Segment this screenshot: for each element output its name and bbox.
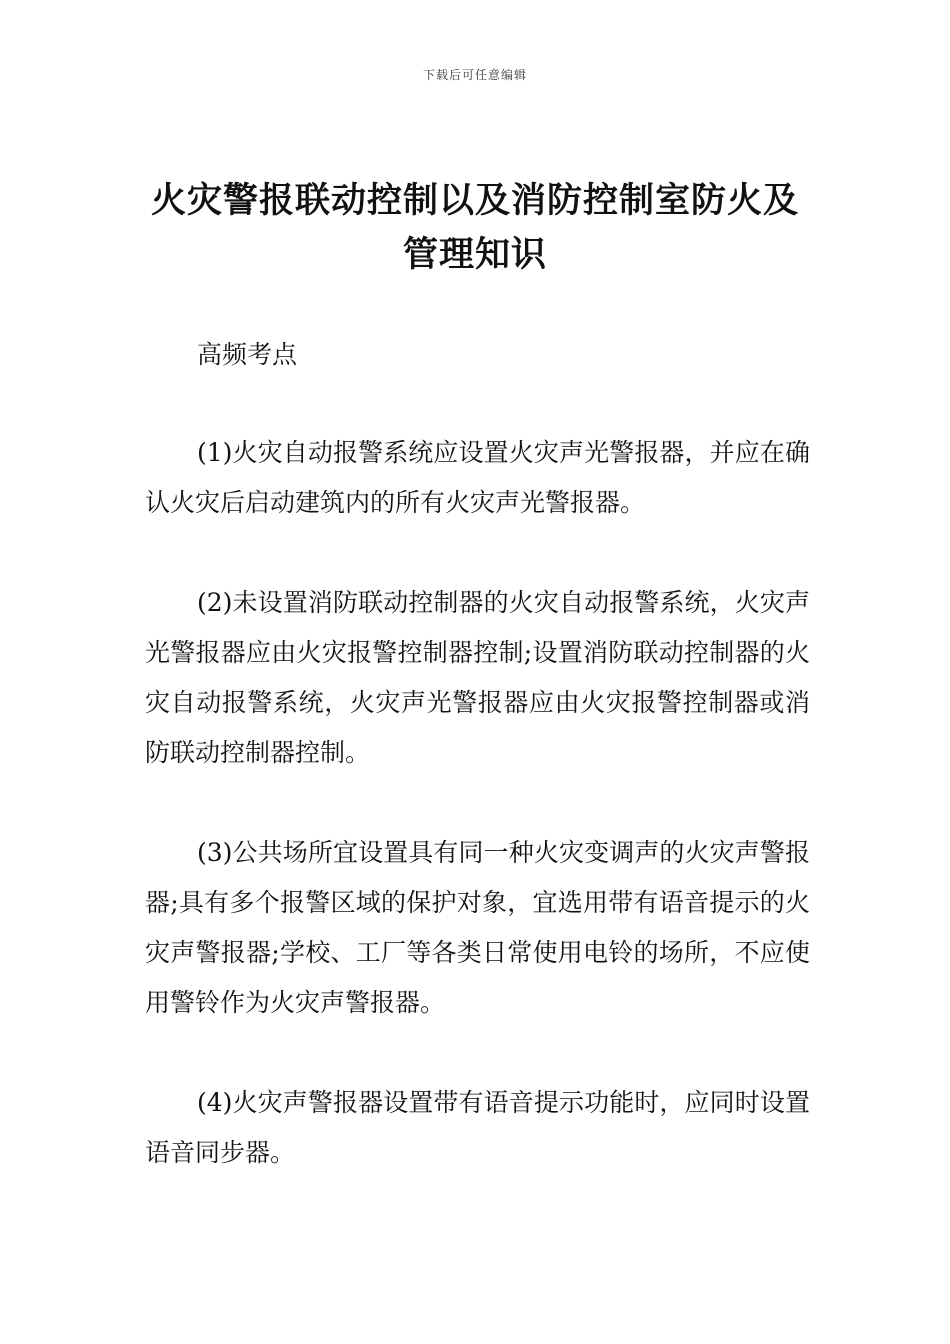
spacer	[145, 528, 810, 578]
page-header-note: 下载后可任意编辑	[422, 68, 527, 82]
spacer	[145, 380, 810, 428]
document-title: 火灾警报联动控制以及消防控制室防火及管理知识	[150, 181, 799, 275]
paragraph-3: (3)公共场所宜设置具有同一种火灾变调声的火灾声警报器;具有多个报警区域的保护对象，宜选用带有语音提示的火灾声警报器;学校、工厂等各类日常使用电铃的场所，不应使用警铃作为火灾声警报器。	[145, 838, 810, 1017]
document-body	[145, 330, 810, 1178]
paragraph-2: (2)未设置消防联动控制器的火灾自动报警系统，火灾声光警报器应由火灾报警控制器控制;设置消防联动控制器的火灾自动报警系统，火灾声光警报器应由火灾报警控制器或消防联动控制器控制。	[145, 588, 810, 767]
paragraph-4: (4)火灾声警报器设置带有语音提示功能时，应同时设置语音同步器。	[145, 1088, 810, 1167]
spacer	[145, 1028, 810, 1078]
spacer	[145, 778, 810, 828]
section-heading: 高频考点	[197, 340, 298, 369]
paragraph-1: (1)火灾自动报警系统应设置火灾声光警报器，并应在确认火灾后启动建筑内的所有火灾声光警报器。	[145, 438, 810, 517]
